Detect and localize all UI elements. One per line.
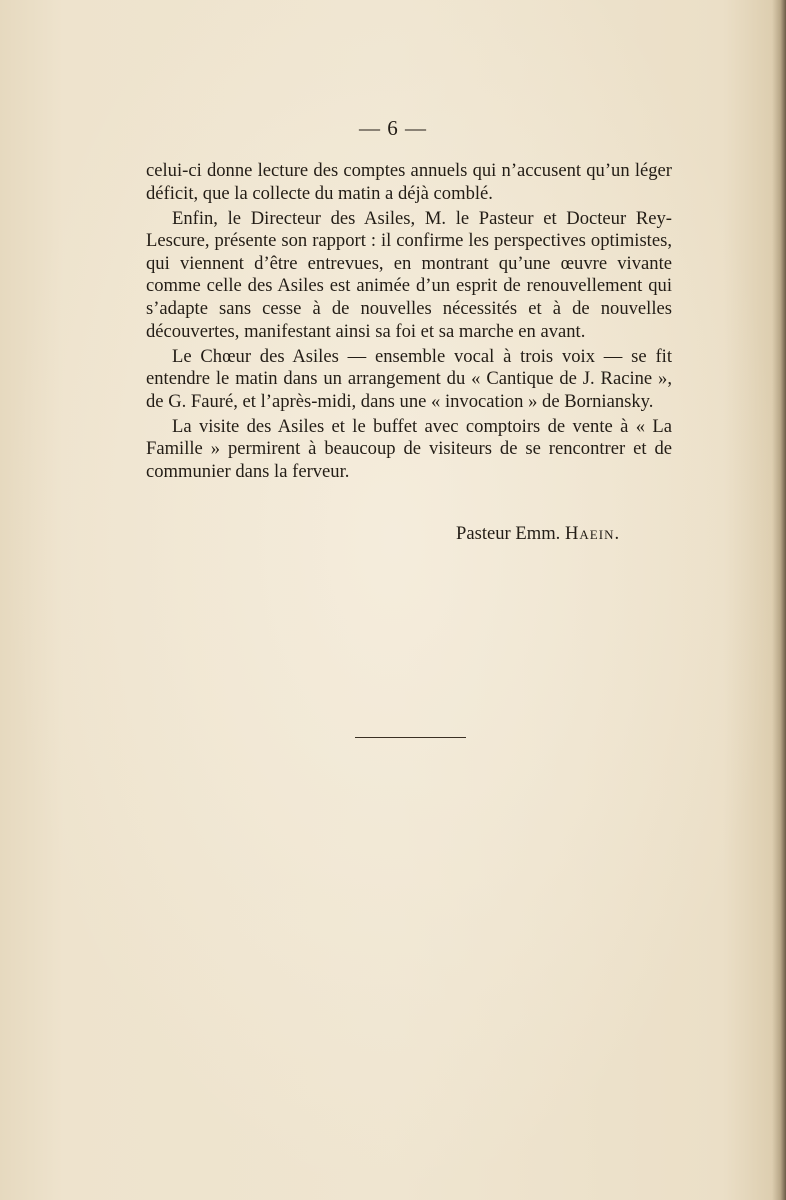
- signature-title: Pasteur Emm.: [456, 523, 561, 544]
- page-number: — 6 —: [359, 116, 427, 140]
- page-edge-shadow: [772, 0, 786, 1200]
- paragraph-director-report: Enfin, le Directeur des Asiles, M. le Pasteur et Docteur Rey-Lescure, présente son rapport : il confirme les perspectives optimistes, qui viennent d’être entrevues, en montrant qu’une œuvre vivante comme celle des Asiles est animée d’un esprit de renouvellement qui s’adapte sans cesse à de nouvelles nécessités et à de nouvelles découvertes, manifestant ainsi sa foi et sa marche en avant.: [146, 207, 672, 342]
- paragraph-continuation: celui-ci donne lecture des comptes annuels qui n’accusent qu’un léger déficit, que la collecte du matin a déjà comblé.: [146, 160, 672, 204]
- paragraph-visit: La visite des Asiles et le buffet avec comptoirs de vente à « La Famille » permirent à beaucoup de visiteurs de se rencontrer et de communier dans la ferveur.: [146, 415, 672, 482]
- signature: [456, 523, 620, 545]
- section-divider: [355, 737, 466, 738]
- signature-name: Haein.: [564, 523, 621, 544]
- paragraph-choir: Le Chœur des Asiles — ensemble vocal à trois voix — se fit entendre le matin dans un arrangement du « Cantique de J. Racine », de G. Fauré, et l’après-midi, dans une « invocation » de Borniansky.: [146, 345, 672, 412]
- body-text: [146, 160, 672, 486]
